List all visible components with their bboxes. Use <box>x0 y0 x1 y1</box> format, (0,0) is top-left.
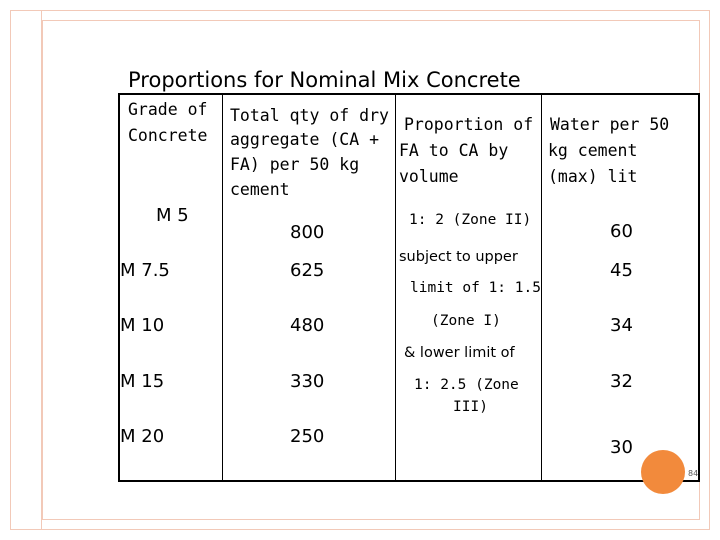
proportion-text-line: III) <box>453 399 488 415</box>
header-water-line: Water per 50 <box>550 115 670 134</box>
proportion-text-line: 1: 2 (Zone II) <box>409 212 532 228</box>
header-proportion-line: volume <box>399 167 459 186</box>
proportion-text-line: limit of 1: 1.5 <box>410 280 541 296</box>
quantity-cell: 625 <box>290 260 325 281</box>
quantity-cell: 330 <box>290 371 325 392</box>
water-cell: 32 <box>610 371 633 392</box>
grade-cell: M 7.5 <box>120 260 170 281</box>
grade-cell: M 5 <box>156 205 189 226</box>
header-grade-line: Concrete <box>128 126 208 145</box>
header-qty-line: Total qty of dry <box>230 106 389 125</box>
quantity-cell: 480 <box>290 315 325 336</box>
proportion-text-line: 1: 2.5 (Zone <box>414 377 519 393</box>
header-proportion-line: Proportion of <box>404 115 534 134</box>
water-cell: 45 <box>610 260 633 281</box>
grade-cell: M 20 <box>120 426 165 447</box>
slide-title: Proportions for Nominal Mix Concrete <box>128 68 521 92</box>
proportion-text-line: & lower limit of <box>404 345 515 361</box>
header-qty-line: aggregate (CA + <box>230 130 380 149</box>
header-qty-line: cement <box>230 180 290 199</box>
header-grade-line: Grade of <box>128 100 208 119</box>
quantity-cell: 800 <box>290 222 325 243</box>
water-cell: 30 <box>610 437 633 458</box>
page-number: 84 <box>688 469 699 478</box>
header-water-line: (max) lit <box>548 167 638 186</box>
grade-cell: M 10 <box>120 315 165 336</box>
column-divider <box>395 95 396 480</box>
proportion-text-line: subject to upper <box>399 249 518 265</box>
proportion-text-line: (Zone I) <box>431 313 501 329</box>
water-cell: 34 <box>610 315 633 336</box>
column-divider <box>541 95 542 480</box>
page-number-badge <box>641 450 685 494</box>
mix-table <box>118 93 700 482</box>
header-water-line: kg cement <box>548 141 638 160</box>
quantity-cell: 250 <box>290 426 325 447</box>
header-qty-line: FA) per 50 kg <box>230 155 360 174</box>
grade-cell: M 15 <box>120 371 165 392</box>
slide-frame-side <box>10 10 42 530</box>
column-divider <box>222 95 223 480</box>
header-proportion-line: FA to CA by <box>399 141 509 160</box>
water-cell: 60 <box>610 221 633 242</box>
